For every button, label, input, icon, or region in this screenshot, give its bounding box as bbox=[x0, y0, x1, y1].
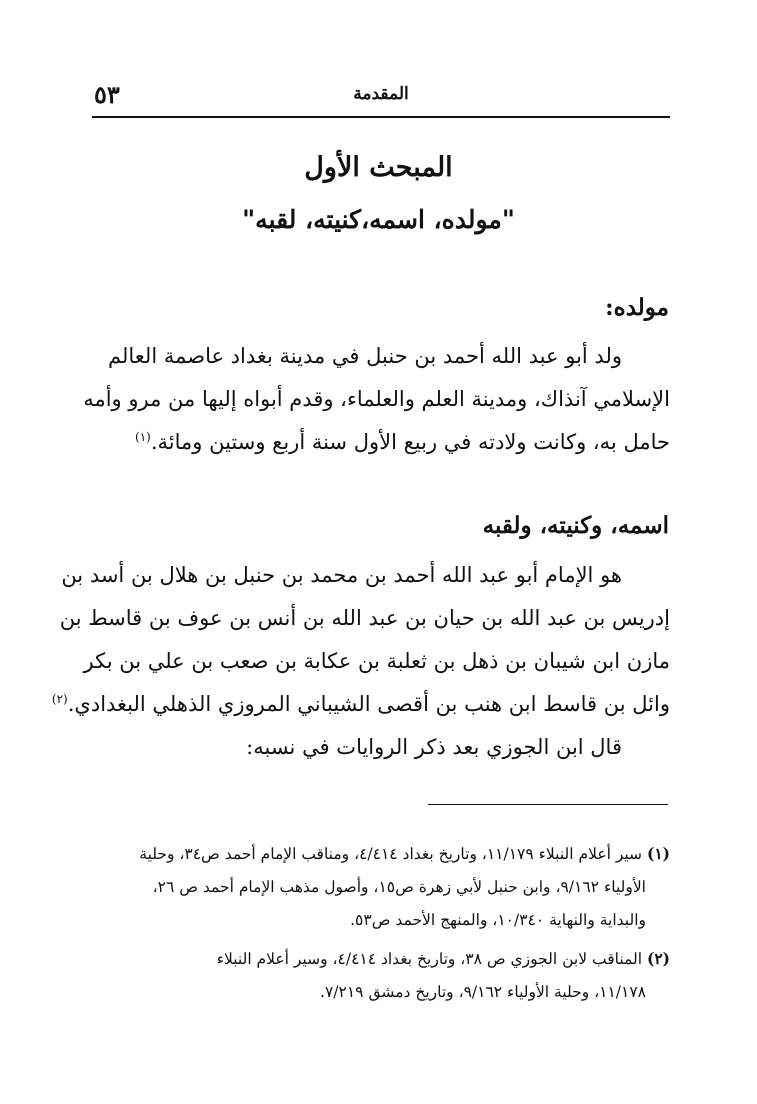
footnote-line bbox=[92, 837, 670, 871]
paragraph-line: إدريس بن عبد الله بن حيان بن عبد الله بن أنس بن عوف بن قاسط بن bbox=[59, 606, 670, 630]
header-title: المقدمة bbox=[353, 84, 409, 104]
chapter-subtitle: "مولده، اسمه،كنيته، لقبه" bbox=[242, 205, 515, 234]
footnote-text: المناقب لابن الجوزي ص ٣٨، وتاريخ بغداد ٤/٤١٤، وسير أعلام النبلاء bbox=[216, 950, 643, 968]
paragraph-line bbox=[92, 421, 670, 464]
running-header bbox=[92, 80, 670, 118]
footnote-line: ١١/١٧٨، وحلية الأولياء ٩/١٦٢، وتاريخ دمشق ٧/٢١٩. bbox=[320, 983, 646, 1001]
footnote-ref-2: (٢) bbox=[51, 692, 68, 706]
page-number: ٥٣ bbox=[94, 80, 120, 109]
section-heading-birth: مولده: bbox=[605, 294, 669, 321]
footnote-line: والبداية والنهاية ١٠/٣٤٠، والمنهج الأحمد ص٥٣. bbox=[350, 911, 646, 929]
footnote-text: سير أعلام النبلاء ١١/١٧٩، وتاريخ بغداد ٤/٤١٤، ومناقب الإمام أحمد ص٣٤، وحلية bbox=[139, 845, 643, 863]
footnote-number: (٢) bbox=[646, 949, 670, 968]
chapter-title: المبحث الأول bbox=[304, 152, 453, 183]
paragraph-closing-line: قال ابن الجوزي بعد ذكر الروايات في نسبه: bbox=[246, 735, 622, 759]
paragraph-line: هو الإمام أبو عبد الله أحمد بن محمد بن حنبل بن هلال بن أسد بن bbox=[61, 563, 622, 587]
footnote-divider bbox=[428, 804, 668, 805]
footnote-number: (١) bbox=[646, 844, 670, 863]
paragraph-line: مازن ابن شيبان بن ذهل بن ثعلبة بن عكابة بن صعب بن علي بن بكر bbox=[83, 649, 670, 673]
footnote-2 bbox=[92, 942, 670, 1009]
footnote-line bbox=[92, 942, 670, 976]
paragraph-line: الإسلامي آنذاك، ومدينة العلم والعلماء، وقدم أبواه إليها من مرو وأمه bbox=[83, 387, 670, 411]
paragraph-name bbox=[51, 554, 670, 769]
section-heading-name: اسمه، وكنيته، ولقبه bbox=[482, 512, 669, 539]
footnote-1 bbox=[92, 837, 670, 937]
paragraph-line: ولد أبو عبد الله أحمد بن حنبل في مدينة بغداد عاصمة العالم bbox=[108, 344, 622, 368]
paragraph-birth bbox=[83, 335, 670, 464]
footnote-line: الأولياء ٩/١٦٢، وابن حنبل لأبي زهرة ص١٥، وأصول مذهب الإمام أحمد ص ٢٦، bbox=[152, 878, 646, 896]
paragraph-line-text: حامل به، وكانت ولادته في ربيع الأول سنة أربع وستين ومائة. bbox=[150, 430, 670, 454]
footnote-ref-1: (١) bbox=[135, 430, 151, 444]
paragraph-line bbox=[51, 683, 670, 726]
paragraph-line-text: وائل بن قاسط ابن هنب بن أقصى الشيباني المروزي الذهلي البغدادي. bbox=[67, 692, 670, 716]
